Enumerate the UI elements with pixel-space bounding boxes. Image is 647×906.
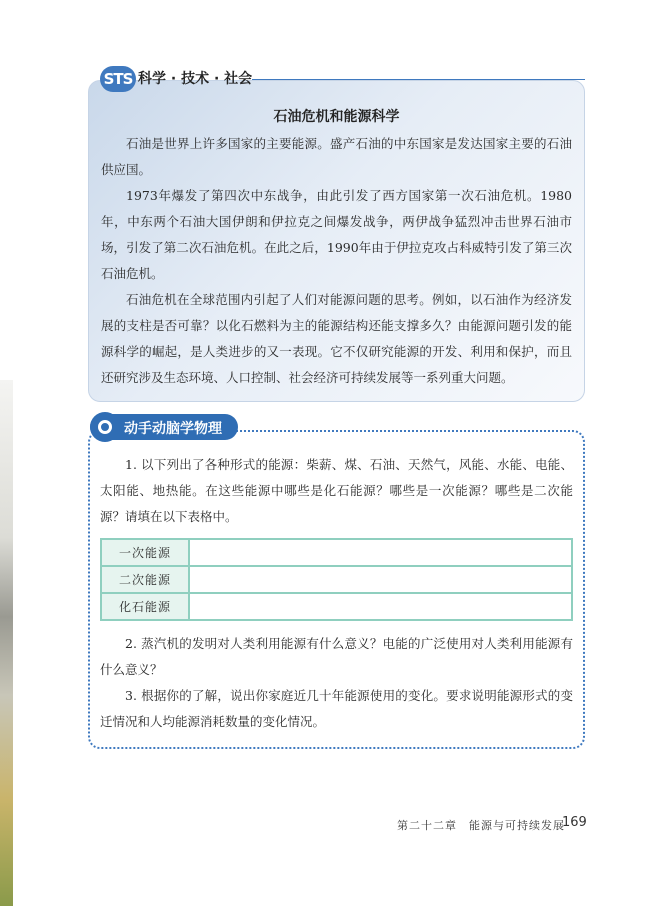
page-number: 169 bbox=[562, 815, 587, 830]
question-3: 3. 根据你的了解，说出你家庭近几十年能源使用的变化。要求说明能源形式的变迁情况和人均能源消耗数量的变化情况。 bbox=[100, 688, 573, 729]
activity-icon bbox=[90, 412, 120, 442]
answer-cell[interactable] bbox=[189, 593, 572, 620]
row-label: 二次能源 bbox=[101, 566, 189, 593]
answer-cell[interactable] bbox=[189, 539, 572, 566]
answer-cell[interactable] bbox=[189, 566, 572, 593]
sts-box bbox=[88, 80, 585, 402]
divider bbox=[252, 79, 585, 80]
question-2: 2. 蒸汽机的发明对人类利用能源有什么意义？电能的广泛使用对人类利用能源有什么意义？ bbox=[100, 636, 573, 677]
side-photo-strip bbox=[0, 380, 13, 906]
paragraph: 石油危机在全球范围内引起了人们对能源问题的思考。例如，以石油作为经济发展的支柱是否可靠？以化石燃料为主的能源结构还能支撑多久？由能源问题引发的能源科学的崛起，是人类进步的又一表现。它不仅研究能源的开发、利用和保护，而且还研究涉及生态环境、人口控制、社会经济可持续发展等一系列重大问题。 bbox=[101, 292, 572, 385]
sts-logo-icon: STS bbox=[100, 66, 136, 92]
activity-header: 动手动脑学物理 bbox=[124, 421, 222, 437]
table-row bbox=[101, 593, 572, 620]
sts-header: 科学 · 技术 · 社会 bbox=[138, 71, 253, 87]
table-row bbox=[101, 566, 572, 593]
energy-table bbox=[100, 538, 573, 621]
paragraph: 石油是世界上许多国家的主要能源。盛产石油的中东国家是发达国家主要的石油供应国。 bbox=[101, 136, 572, 177]
row-label: 一次能源 bbox=[101, 539, 189, 566]
activity-box bbox=[88, 430, 585, 749]
section-title: 石油危机和能源科学 bbox=[273, 109, 400, 125]
row-label: 化石能源 bbox=[101, 593, 189, 620]
table-row bbox=[101, 539, 572, 566]
question-1: 1. 以下列出了各种形式的能源：柴薪、煤、石油、天然气，风能、水能、电能、太阳能、地热能。在这些能源中哪些是化石能源？哪些是一次能源？哪些是二次能源？请填在以下表格中。 bbox=[100, 457, 573, 524]
chapter-footer: 第二十二章 能源与可持续发展 bbox=[397, 819, 565, 832]
paragraph: 1973年爆发了第四次中东战争，由此引发了西方国家第一次石油危机。1980年，中东两个石油大国伊朗和伊拉克之间爆发战争，两伊战争猛烈冲击世界石油市场，引发了第二次石油危机。在此之后，1990年由于伊拉克攻占科威特引发了第三次石油危机。 bbox=[101, 188, 572, 281]
